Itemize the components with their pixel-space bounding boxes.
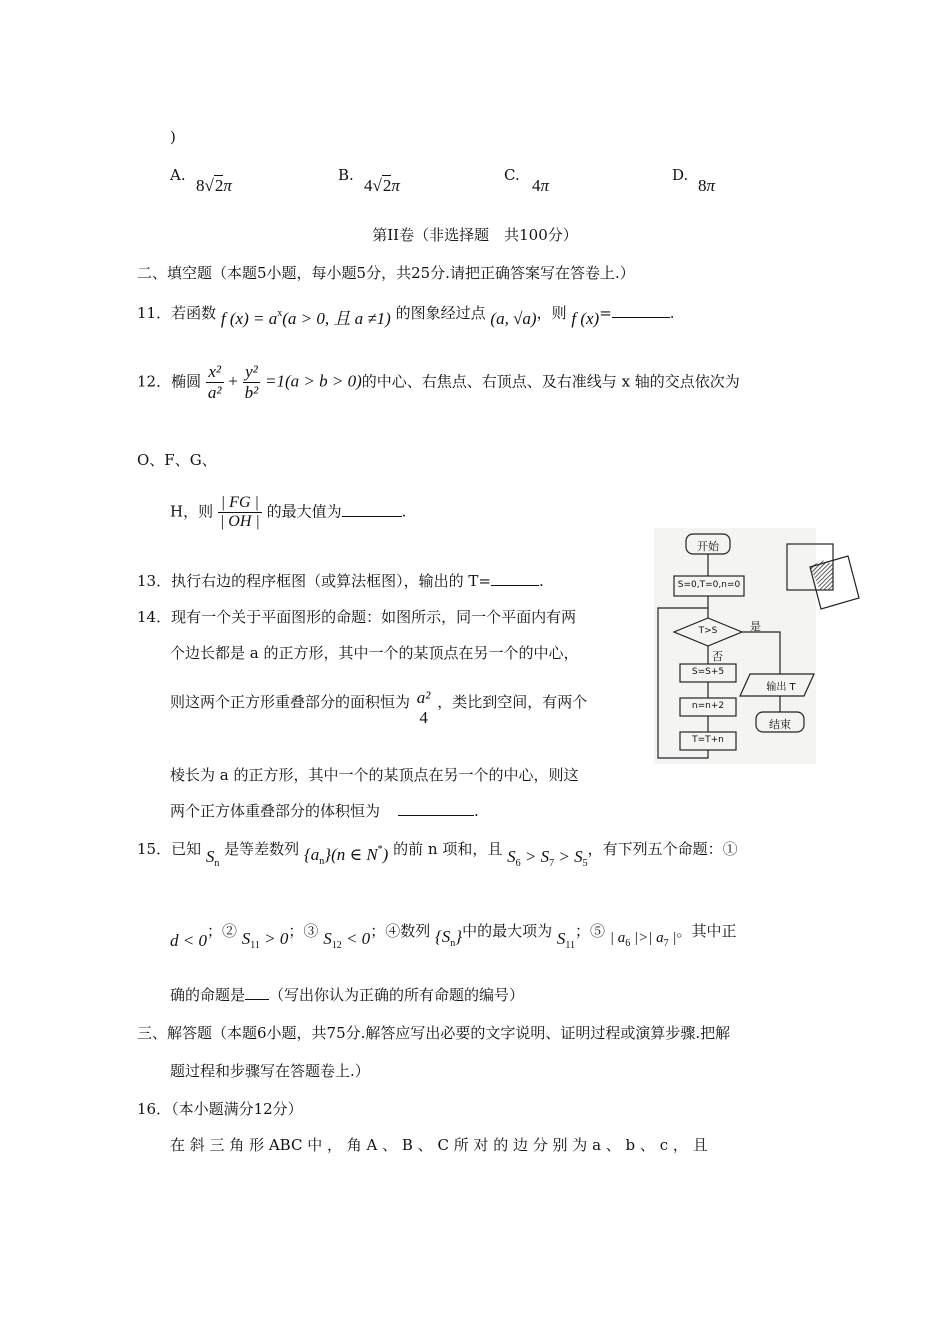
option-d-label: D.	[672, 166, 689, 184]
question-12-line1: 12．椭圆 $\frac{\text{x²}}{\text{a²}}$ + $\frac{\text{y²}}{\text{b²}}$ =1(a > b > 0)的中心、右焦点、右顶点、及右准线与 x 轴的交点依次为	[137, 362, 740, 402]
flowchart-step3-label: T=T+n	[692, 735, 724, 745]
question-15-line2: d < 0；② $S_{11} > 0$；③ $S_{12} < 0$；④数列 $\{S_n\}$中的最大项为 $S_{11}$；⑤ | $a_6$ |>| $a_7$ |。其中正	[170, 922, 737, 951]
question-11: 11．若函数 f $(x) = a^x(a > 0$, 且 a ≠1) 的图象经过点 (a, √a)，则 f (x)= .	[137, 304, 675, 328]
flowchart-step1-label: S=S+5	[691, 667, 725, 677]
flowchart-step2-label: n=n+2	[691, 701, 725, 711]
question-14-line2: 个边长都是 a 的正方形，其中一个的某顶点在另一个的中心，	[170, 644, 579, 662]
question-12-line3: H，则 $\frac{| FG |}{| OH |}$ 的最大值为 .	[170, 494, 407, 530]
option-c-value: 4π	[532, 176, 550, 195]
flowchart-start-label: 开始	[697, 540, 719, 553]
flowchart-no-label: 否	[712, 650, 723, 663]
flowchart-output-label: 输出 T	[766, 682, 796, 693]
question-14-line1: 14．现有一个关于平面图形的命题：如图所示，同一个平面内有两	[137, 608, 577, 626]
option-a-value: 8√2π	[196, 176, 232, 195]
question-13: 13．执行右边的程序框图（或算法框图），输出的 T= .	[137, 572, 544, 590]
option-b-label: B.	[338, 166, 354, 184]
part-three-heading-line2: 题过程和步骤写在答题卷上.）	[170, 1062, 370, 1080]
option-a-label: A.	[170, 166, 186, 184]
question-15-line1: 15．已知 $S_n$ 是等差数列 $\{a_n\}(n$ ∈ N*) 的前 n 项和，且 $S_6 > S_7 > S_5$，有下列五个命题：①	[137, 840, 738, 869]
part-two-heading: 二、填空题（本题5小题，每小题5分，共25分.请把正确答案写在答卷上.）	[137, 264, 635, 282]
question-10-close-paren: )	[170, 128, 176, 146]
overlapping-squares-figure	[784, 540, 866, 616]
flowchart-end-label: 结束	[769, 718, 791, 731]
option-c-label: C.	[504, 166, 520, 184]
question-14-line3: 则这两个正方形重叠部分的面积恒为 a² 4 ，类比到空间，有两个	[170, 688, 588, 727]
section-title: 第II卷（非选择题 共100分）	[372, 226, 578, 244]
question-14-line5: 两个正方体重叠部分的体积恒为 .	[170, 802, 479, 820]
flowchart-init-label: S=0,T=0,n=0	[677, 580, 741, 590]
question-14-line4: 棱长为 a 的正方形，其中一个的某顶点在另一个的中心，则这	[170, 766, 579, 784]
question-15-line3: 确的命题是 （写出你认为正确的所有命题的编号）	[170, 986, 525, 1004]
question-12-line2: O、F、G、	[137, 451, 217, 469]
part-three-heading-line1: 三、解答题（本题6小题，共75分.解答应写出必要的文字说明、证明过程或演算步骤.把解	[137, 1024, 731, 1042]
flowchart-condition-label: T>S	[698, 626, 718, 636]
flowchart-yes-label: 是	[750, 620, 761, 633]
option-d-value: 8π	[698, 176, 716, 195]
question-16-body: 在 斜 三 角 形 ABC 中 ， 角 A 、 B 、 C 所 对 的 边 分 别 为 a 、 b 、 c ， 且	[170, 1136, 708, 1154]
question-16-header: 16．（本小题满分12分）	[137, 1100, 303, 1118]
option-b-value: 4√2π	[364, 176, 400, 195]
overlap-region-shape	[810, 560, 833, 590]
